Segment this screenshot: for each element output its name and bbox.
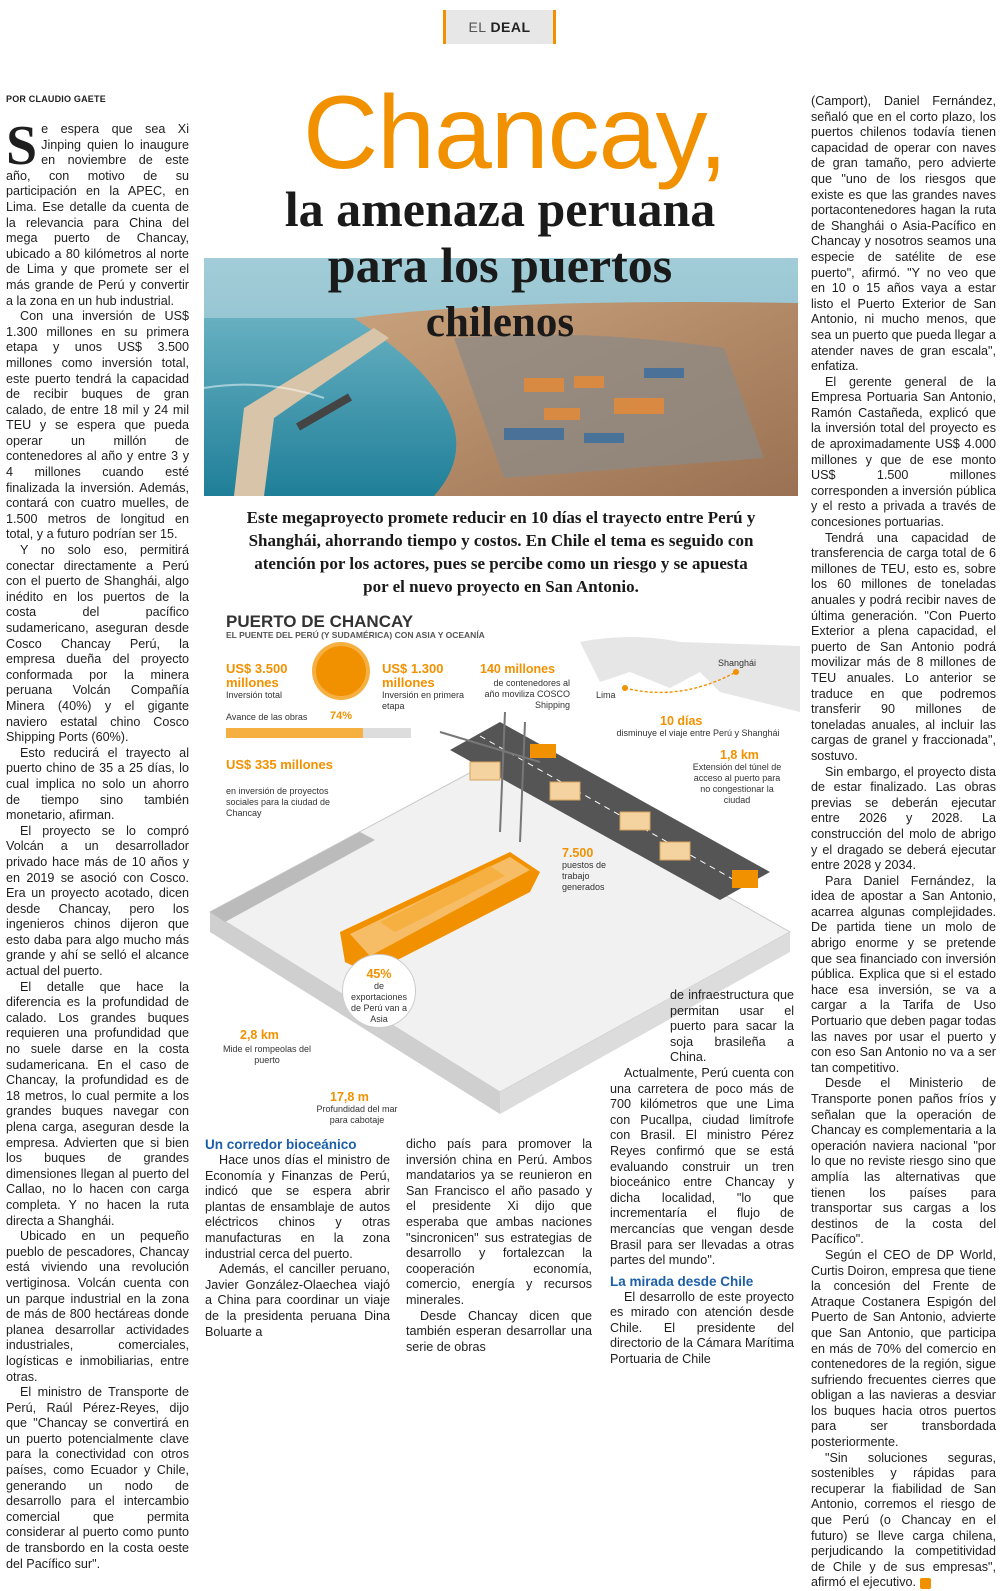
jobs-value: 7.500 bbox=[562, 846, 594, 860]
paragraph: Además, el canciller peruano, Javier González-Olaechea viajó a China para coordinar un viaje de la presidenta peruana Dina Boluarte a bbox=[205, 1262, 390, 1339]
paragraph: Con una inversión de US$ 1.300 millones en su primera etapa y unos US$ 3.500 millones como inversión total, este puerto tendrá la capacidad de recibir buques de gran calado, de entre 18 mil y 24 mil TEU y se espera que pueda operar un millón de contenedores al año y entre 3 y 4 millones cuando esté finalizada la inversión. Además, contará con cuatro muelles, de 1.500 metros de longitud en total, y a futuro podrían ser 15. bbox=[6, 309, 189, 542]
article-column-2 bbox=[205, 1132, 390, 1340]
containers-label: de contenedores al año moviliza COSCO Shipping bbox=[484, 678, 570, 710]
section-name: DEAL bbox=[490, 19, 531, 35]
section-tag bbox=[443, 10, 556, 44]
subhead-corredor: Un corredor bioceánico bbox=[205, 1137, 357, 1152]
section-prefix: EL bbox=[468, 19, 487, 35]
headline-line-4: chilenos bbox=[425, 299, 575, 346]
paragraph: El ministro de Transporte de Perú, Raúl Pérez-Reyes, dijo que "Chancay se convertirá en un puerto potencialmente clave para la conectividad con otros países, como Ecuador y Chile, generando un nodo de desarrollo para el intercambio comercial que permita considerar al puerto como punto de transbordo en la costa oeste del Pacífico sur". bbox=[6, 1385, 189, 1571]
map-label-shanghai: Shanghái bbox=[718, 658, 757, 668]
paragraph: Y no solo eso, permitirá conectar directamente a Perú con el puerto de Shanghái, algo inédito en los puertos de la costa del pacífico sudamericano, aseguran desde Cosco Chancay Perú, la empresa dueña del proyecto conformada por la minera peruana Volcán Compañía Minera (40%) y el gigante naviero estatal chino Cosco Shipping Ports (60%). bbox=[6, 543, 189, 745]
tunnel-label: Extensión del túnel de acceso al puerto para no congestionar la ciudad bbox=[692, 762, 782, 805]
end-mark-icon bbox=[920, 1578, 931, 1589]
social-inv-value: US$ 335 millones bbox=[226, 757, 333, 772]
infographic-subtitle: EL PUENTE DEL PERÚ (Y SUDAMÉRICA) CON ASIA Y OCEANÍA bbox=[226, 630, 485, 640]
paragraph: Hace unos días el ministro de Economía y Finanzas de Perú, indicó que se espera abrir plantas de ensamblaje de autos eléctricos chinos y otras manufacturas en la zona industrial cerca del puerto. bbox=[205, 1153, 390, 1261]
export-badge bbox=[342, 954, 416, 1028]
headline-line-3: para los puertos bbox=[327, 237, 673, 293]
map-label-lima: Lima bbox=[596, 690, 616, 700]
paragraph: Esto reducirá el trayecto al puerto chino de 35 a 25 días, lo cual implica no solo un ahorro de tiempo sino también monetario, afirman. bbox=[6, 745, 189, 823]
paragraph: Desde el Ministerio de Transporte ponen paños fríos y señalan que la operación de Chancay es complementaria a la operación naviera nacional "por lo que no reviste riesgo sino que amplía las alternativas que tienen los países para transportar sus cargas a los destinos de la costa del Pacífico". bbox=[811, 1076, 996, 1247]
article-column-3 bbox=[406, 1137, 592, 1355]
social-inv-label: en inversión de proyectos sociales para la ciudad de Chancay bbox=[226, 786, 331, 818]
byline: POR CLAUDIO GAETE bbox=[6, 94, 106, 104]
paragraph: "Sin soluciones seguras, sostenibles y rápidas para recuperar la fiabilidad de San Antonio, corremos el riesgo de que Perú (o Chancay en el futuro) se lleve carga chilena, perjudicando la competitividad de Chile y de sus empresas", afirmó el ejecutivo. bbox=[811, 1450, 996, 1590]
paragraph: de infraestructura que permitan usar el puerto para sacar la soja brasileña a China. bbox=[670, 988, 794, 1065]
tunnel-value: 1,8 km bbox=[720, 748, 759, 762]
article-column-4 bbox=[610, 988, 794, 1368]
breakwater-value: 2,8 km bbox=[240, 1028, 279, 1042]
inv-total-value: US$ 3.500 millones bbox=[226, 661, 288, 690]
depth-value: 17,8 m bbox=[330, 1090, 369, 1104]
paragraph: El proyecto se lo compró Volcán a un desarrollador privado hace más de 10 años y en 2019 se asoció con Cosco. Era un proyecto acotado, dicen desde Chancay, pero los ingenieros chinos dijeron que esto daba para algo mucho más grande y ahí se selló el alcance actual del puerto. bbox=[6, 823, 189, 979]
inv-total-label: Inversión total bbox=[226, 690, 283, 700]
breakwater-label: Mide el rompeolas del puerto bbox=[222, 1044, 312, 1065]
paragraph: Según el CEO de DP World, Curtis Doiron, empresa que tiene la concesión del Frente de Atraque Costanera Espigón del Puerto de San Antonio, advierte que San Antonio, que participa en más de 70% del comercio en contenedores de la región, sigue sufriendo frecuentes cierres que obligan a las navieras a desviar los buques hacia otros puertos para ser transbordada posteriormente. bbox=[811, 1247, 996, 1450]
containers-value: 140 millones bbox=[480, 662, 556, 676]
paragraph: Para Daniel Fernández, la idea de apostar a San Antonio, acarrea algunas complejidades. De partida tiene un molo de abrigo enorme y se pretende que sea financiado con inversión pública. Explica que si el estado hace esa inversión, se va a cargar a la Tarifa de Uso Portuario que deben pagar todas las naves por usar el puerto y con eso San Antonio no va a ser tan competitivo. bbox=[811, 873, 996, 1075]
paragraph: El detalle que hace la diferencia es la profundidad de calado. Los grandes buques requieren una profundidad que no suele darse en la costa sudamericana. En el caso de Chancay, la profundidad es de 18 metros, lo cual permite a los grandes buques navegar con plena carga, aseguran desde la empresa. Advierten que si bien los buques de grandes dimensiones llegan al puerto del Callao, no lo hacen con carga completa. Y no hacen la ruta directa a Shanghái. bbox=[6, 979, 189, 1228]
paragraph: Actualmente, Perú cuenta con una carretera de poco más de 700 kilómetros que une Lima con Pucallpa, ciudad limítrofe con Brasil. El ministro Pérez Reyes confirmó que se está evaluando construir un tren bioceánico entre Chancay y dicha localidad, "lo que incrementaría el flujo de mercancías que vengan desde Brasil para ser llevadas a otras partes del mundo". bbox=[610, 1065, 794, 1268]
article-column-1 bbox=[6, 115, 189, 1572]
depth-label: Profundidad del mar para cabotaje bbox=[316, 1104, 398, 1125]
headline-chancay: Chancay, bbox=[303, 75, 727, 191]
paragraph: Ubicado en un pequeño pueblo de pescadores, Chancay está viviendo una revolución vertiginosa. Volcán cuenta con un parque industrial en la zona de más de 800 hectáreas donde planea desarrollar actividades industriales, comerciales, logísticas e inmobiliarias, entre otras. bbox=[6, 1229, 189, 1384]
progress-value: 74% bbox=[330, 710, 353, 722]
jobs-label: puestos de trabajo generados bbox=[562, 860, 607, 892]
progress-bar-fill bbox=[226, 728, 363, 738]
export-value: 45% bbox=[366, 967, 392, 981]
paragraph: Sin embargo, el proyecto dista de estar finalizado. Las obras previas se deberán ejecutar entre 2026 y 2028. La construcción del molo de abrigo y el dragado se deberá ejecutar entre 2028 y 2034. bbox=[811, 764, 996, 873]
progress-label: Avance de las obras bbox=[226, 712, 308, 722]
article-deck: Este megaproyecto promete reducir en 10 días el trayecto entre Perú y Shanghái, ahorrando tiempo y costos. En Chile el tema es seguido con atención por los actores, pues se percibe como un riesgo y se apuesta por el nuevo proyecto en San Antonio. bbox=[246, 508, 756, 596]
days-value: 10 días bbox=[660, 714, 703, 728]
subhead-mirada-chile: La mirada desde Chile bbox=[610, 1273, 754, 1289]
days-label: disminuye el viaje entre Perú y Shanghái bbox=[616, 728, 780, 738]
paragraph: El gerente general de la Empresa Portuaria San Antonio, Ramón Castañeda, explicó que la inversión total del proyecto es de aproximadamente US$ 4.000 millones y que de ese monto US$ 1.500 millones corresponden a inversión pública y el resto a privada a través de concesiones portuarias. bbox=[811, 374, 996, 530]
paragraph: Tendrá una capacidad de transferencia de carga total de 6 millones de TEU, esto es, sobre los 60 millones de toneladas anuales y podrá recibir naves de última generación. "Con Puerto Exterior a plena capacidad, el puerto de San Antonio podrá movilizar más de 8 millones de TEU anuales. Lo anterior se traduce en que podremos transferir 90 millones de toneladas anuales, al incluir las cargas de granel y fraccionada", sostuvo. bbox=[811, 530, 996, 763]
paragraph: Desde Chancay dicen que también esperan desarrollar una serie de obras bbox=[406, 1308, 592, 1354]
infographic-title: PUERTO DE CHANCAY bbox=[226, 612, 414, 631]
article-column-5 bbox=[811, 94, 996, 1591]
paragraph: El desarrollo de este proyecto es mirado con atención desde Chile. El presidente del directorio de la Cámara Marítima Portuaria de Chile bbox=[610, 1289, 794, 1367]
headline-line-2: la amenaza peruana bbox=[284, 181, 716, 237]
paragraph: Se espera que sea Xi Jinping quien lo inaugure en noviembre de este año, con motivo de su participación en la APEC, en Lima. Ese detalle da cuenta de la relevancia para China del mega puerto de Chancay, ubicado a 80 kilómetros al norte de Lima y que promete ser el más grande de Perú y convertir a la zona en un hub industrial. bbox=[6, 115, 189, 308]
inv-first-label: Inversión en primera etapa bbox=[382, 690, 465, 711]
progress-bar-track bbox=[226, 728, 411, 738]
investment-pie bbox=[316, 646, 366, 696]
dropcap: S bbox=[6, 115, 38, 177]
paragraph: dicho país para promover la inversión china en Perú. Ambos mandatarios ya se reunieron en San Francisco el año pasado y el presidente Xi dijo que esperaba que ambas naciones "sincronicen" sus estrategias de desarrollo y fortalezcan la cooperación economía, comercio, energía y recursos minerales. bbox=[406, 1137, 592, 1307]
paragraph: (Camport), Daniel Fernández, señaló que en el corto plazo, los puertos chilenos todavía tienen capacidad de operar con naves de gran tamaño, pero advierte que "uno de los riesgos que existe es que las grandes naves portacontenedores hagan la ruta de Shanghái o Asia-Pacífico en Chancay y nosotros seamos una especie de satélite de ese puerto", afirmó. "Y no veo que en 10 o 15 años vaya a estar listo el Puerto Exterior de San Antonio, ni mucho menos, que sea un puerto que pueda llegar a atender naves de gran escala", enfatiza. bbox=[811, 94, 996, 374]
inv-first-value: US$ 1.300 millones bbox=[382, 661, 444, 690]
export-label: de exportaciones de Perú van a Asia bbox=[350, 981, 408, 1024]
